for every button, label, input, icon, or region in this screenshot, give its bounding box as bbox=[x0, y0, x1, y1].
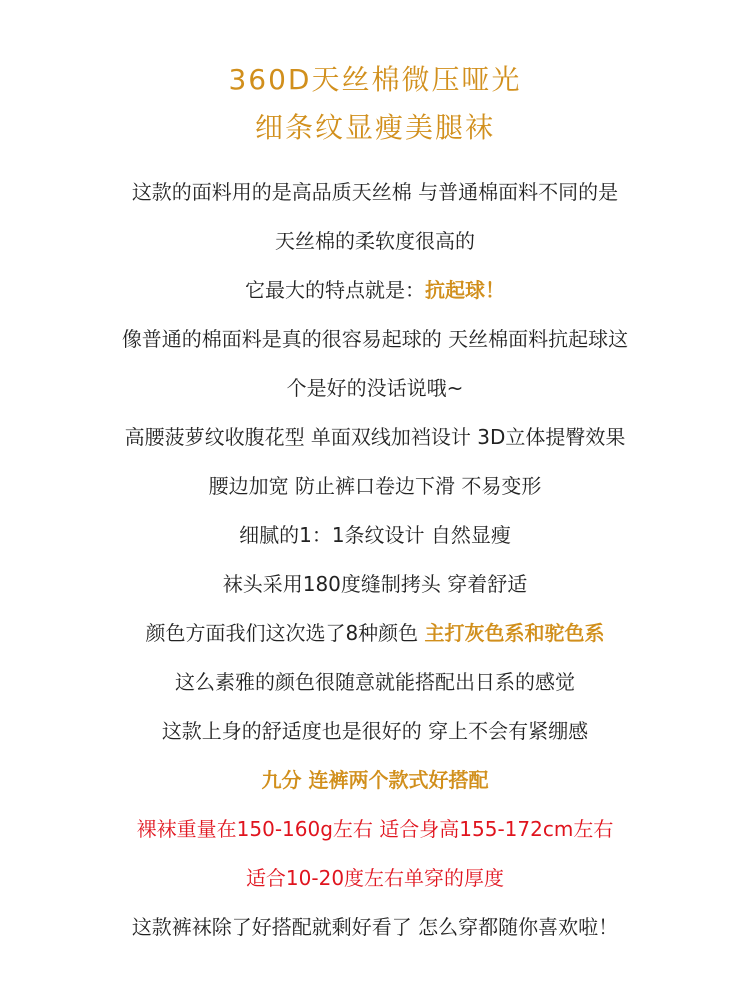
body-line-6: 高腰菠萝纹收腹花型 单面双线加裆设计 3D立体提臀效果 bbox=[124, 425, 626, 449]
body-line-15-temperature: 适合10-20度左右单穿的厚度 bbox=[245, 866, 505, 890]
body-line-2: 天丝棉的柔软度很高的 bbox=[275, 229, 475, 253]
title-line-2: 细条纹显瘦美腿袜 bbox=[254, 111, 495, 144]
body-line-11: 这么素雅的颜色很随意就能搭配出日系的感觉 bbox=[175, 670, 575, 694]
body-line-3 bbox=[0, 275, 750, 305]
title-line-1: 360D天丝棉微压哑光 bbox=[228, 63, 522, 96]
body-line-16: 这款裤袜除了好搭配就剩好看了 怎么穿都随你喜欢啦！ bbox=[131, 915, 619, 939]
body-line-10-text: 颜色方面我们这次选了8种颜色 bbox=[145, 621, 425, 645]
anti-pilling-highlight: 抗起球！ bbox=[425, 278, 505, 302]
body-line-9: 袜头采用180度缝制拷头 穿着舒适 bbox=[222, 572, 528, 596]
body-line-14-weight-height: 裸袜重量在150-160g左右 适合身高155-172cm左右 bbox=[136, 817, 614, 841]
body-line-4: 像普通的棉面料是真的很容易起球的 天丝棉面料抗起球这 bbox=[121, 327, 629, 351]
body-line-12: 这款上身的舒适度也是很好的 穿上不会有紧绷感 bbox=[161, 719, 589, 743]
body-line-7: 腰边加宽 防止裤口卷边下滑 不易变形 bbox=[208, 474, 542, 498]
color-series-highlight: 主打灰色系和驼色系 bbox=[424, 621, 605, 645]
body-line-13-styles: 九分 连裤两个款式好搭配 bbox=[261, 768, 489, 792]
body-line-1: 这款的面料用的是高品质天丝棉 与普通棉面料不同的是 bbox=[131, 180, 619, 204]
body-line-10 bbox=[0, 618, 750, 648]
body-line-5: 个是好的没话说哦~ bbox=[286, 376, 464, 400]
body-line-8: 细腻的1：1条纹设计 自然显瘦 bbox=[239, 523, 511, 547]
body-line-3-text: 它最大的特点就是： bbox=[245, 278, 425, 302]
